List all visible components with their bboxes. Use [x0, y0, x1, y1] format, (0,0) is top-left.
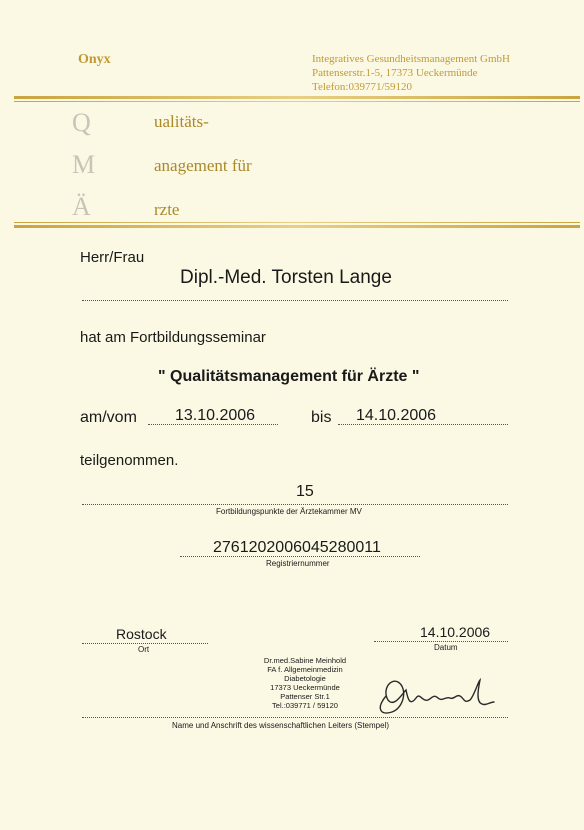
- salutation: Herr/Frau: [80, 249, 145, 266]
- stamp-name: Dr.med.Sabine Meinhold: [263, 656, 347, 665]
- place-underline: [82, 643, 208, 644]
- date-label: Datum: [434, 643, 458, 652]
- date-from: 13.10.2006: [175, 407, 256, 424]
- stamp-street: Pattenser Str.1: [280, 692, 330, 701]
- date-from-underline: [148, 424, 278, 425]
- signature-underline: [82, 717, 508, 718]
- handwritten-signature: [372, 672, 498, 718]
- stamp-field: Diabetologie: [284, 674, 326, 683]
- header-rule-bottom-thin: [14, 222, 580, 223]
- qma-word-1: ualitäts-: [154, 112, 209, 131]
- registration-label: Registriernummer: [266, 559, 330, 568]
- am-vom-label: am/vom: [80, 409, 137, 426]
- stamp-phone: Tel.:039771 / 59120: [272, 701, 338, 710]
- qma-word-3: rzte: [154, 200, 180, 219]
- header-rule-top: [14, 96, 580, 99]
- company-phone: Telefon:039771/59120: [312, 81, 413, 93]
- signature-caption: Name und Anschrift des wissenschaftlichen Leiters (Stempel): [172, 721, 389, 730]
- company-address: [312, 52, 510, 94]
- recipient-name: Dipl.-Med. Torsten Lange: [180, 267, 392, 288]
- date-to: 14.10.2006: [356, 407, 437, 424]
- bis-label: bis: [311, 409, 332, 426]
- points-value: 15: [296, 483, 314, 500]
- date-to-underline: [338, 424, 508, 425]
- header-rule-bottom: [14, 225, 580, 228]
- qma-word-2: anagement für: [154, 156, 252, 175]
- name-underline: [82, 300, 508, 301]
- points-underline: [82, 504, 508, 505]
- issue-date: 14.10.2006: [420, 624, 491, 640]
- seminar-title: " Qualitätsmanagement für Ärzte ": [158, 368, 420, 385]
- qma-letter-q: Q: [72, 108, 92, 137]
- place-value: Rostock: [116, 626, 167, 642]
- place-label: Ort: [138, 645, 150, 654]
- stamp-specialty: FA f. Allgemeinmedizin: [267, 665, 343, 674]
- company-street: Pattenserstr.1-5, 17373 Ueckermünde: [312, 67, 478, 79]
- stamp-city: 17373 Ueckermünde: [270, 683, 340, 692]
- registration-underline: [180, 556, 420, 557]
- physician-stamp: [240, 656, 370, 710]
- qma-letter-a: Ä: [72, 192, 92, 221]
- header-rule-top-thin: [14, 101, 580, 102]
- seminar-intro: hat am Fortbildungsseminar: [80, 329, 266, 346]
- company-name: Integratives Gesundheitsmanagement GmbH: [312, 53, 510, 65]
- registration-number: 2761202006045280011: [213, 539, 381, 556]
- brand-logo: Onyx: [78, 52, 111, 67]
- teilgenommen-label: teilgenommen.: [80, 452, 179, 469]
- date-underline: [374, 641, 508, 642]
- qma-letter-m: M: [72, 150, 97, 179]
- points-label: Fortbildungspunkte der Ärztekammer MV: [216, 507, 362, 516]
